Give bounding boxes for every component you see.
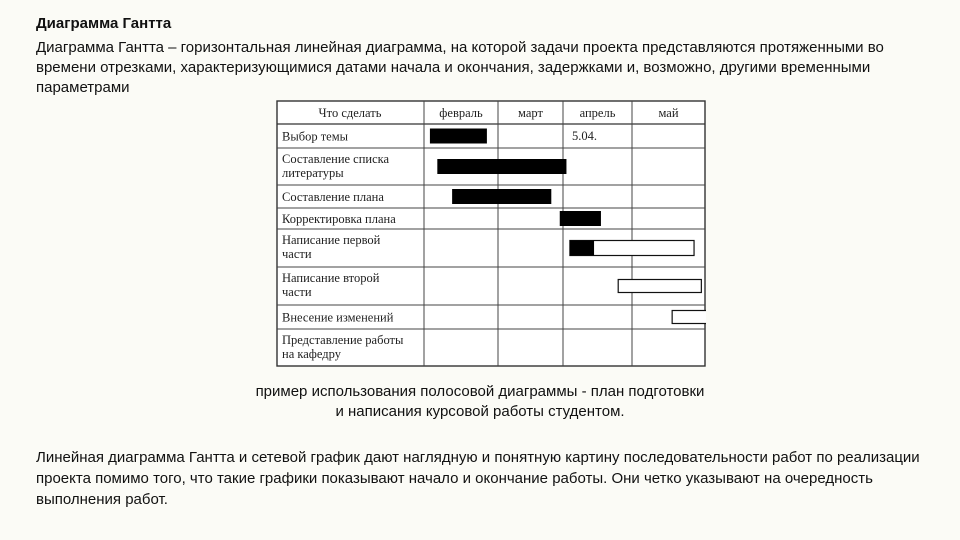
task-label: Внесение изменений [282,310,394,325]
task-label: Составление плана [282,190,384,204]
completed-task-bar [430,129,487,144]
figure-caption [200,382,760,422]
task-label: на кафедру [282,347,341,361]
month-header: март [518,106,543,120]
date-annotation: 5.04. [572,129,597,143]
completed-task-bar [570,241,594,256]
caption-line-2: и написания курсовой работы студентом. [335,403,625,420]
task-label: Выбор темы [282,129,349,144]
task-label: Составление списка [282,152,390,166]
task-label: части [282,285,312,299]
task-label: Написание первой [282,233,381,247]
task-label: Представление работы [282,333,404,347]
outro-paragraph: Линейная диаграмма Гантта и сетевой график дают наглядную и понятную картину последовательности работ по реализации проекта помимо того, что такие графики показывают начало и окончание работы. Они четко указывают на очередность выполнения работ. [36,449,920,508]
completed-task-bar [560,211,601,226]
month-header: апрель [579,106,616,120]
gantt-chart-figure [276,100,706,370]
month-header: май [658,106,679,120]
completed-task-bar [452,189,551,204]
intro-paragraph: Диаграмма Гантта – горизонтальная линейная диаграмма, на которой задачи проекта представляются протяженными во времени отрезками, характеризующимися датами начала и окончания, задержками и, возможно, другими временными параметрами [36,39,884,96]
completed-task-bar [437,159,566,174]
slide-title: Диаграмма Гантта [36,15,172,32]
caption-line-1: пример использования полосовой диаграммы - план подготовки [255,383,705,400]
planned-task-bar [672,311,706,324]
task-label: части [282,247,312,261]
task-column-header: Что сделать [318,106,382,120]
month-header: февраль [439,106,483,120]
planned-task-bar [618,280,701,293]
task-label: Написание второй [282,271,380,285]
task-label: литературы [282,166,344,180]
task-label: Корректировка плана [282,212,396,226]
gantt-chart [276,100,706,370]
